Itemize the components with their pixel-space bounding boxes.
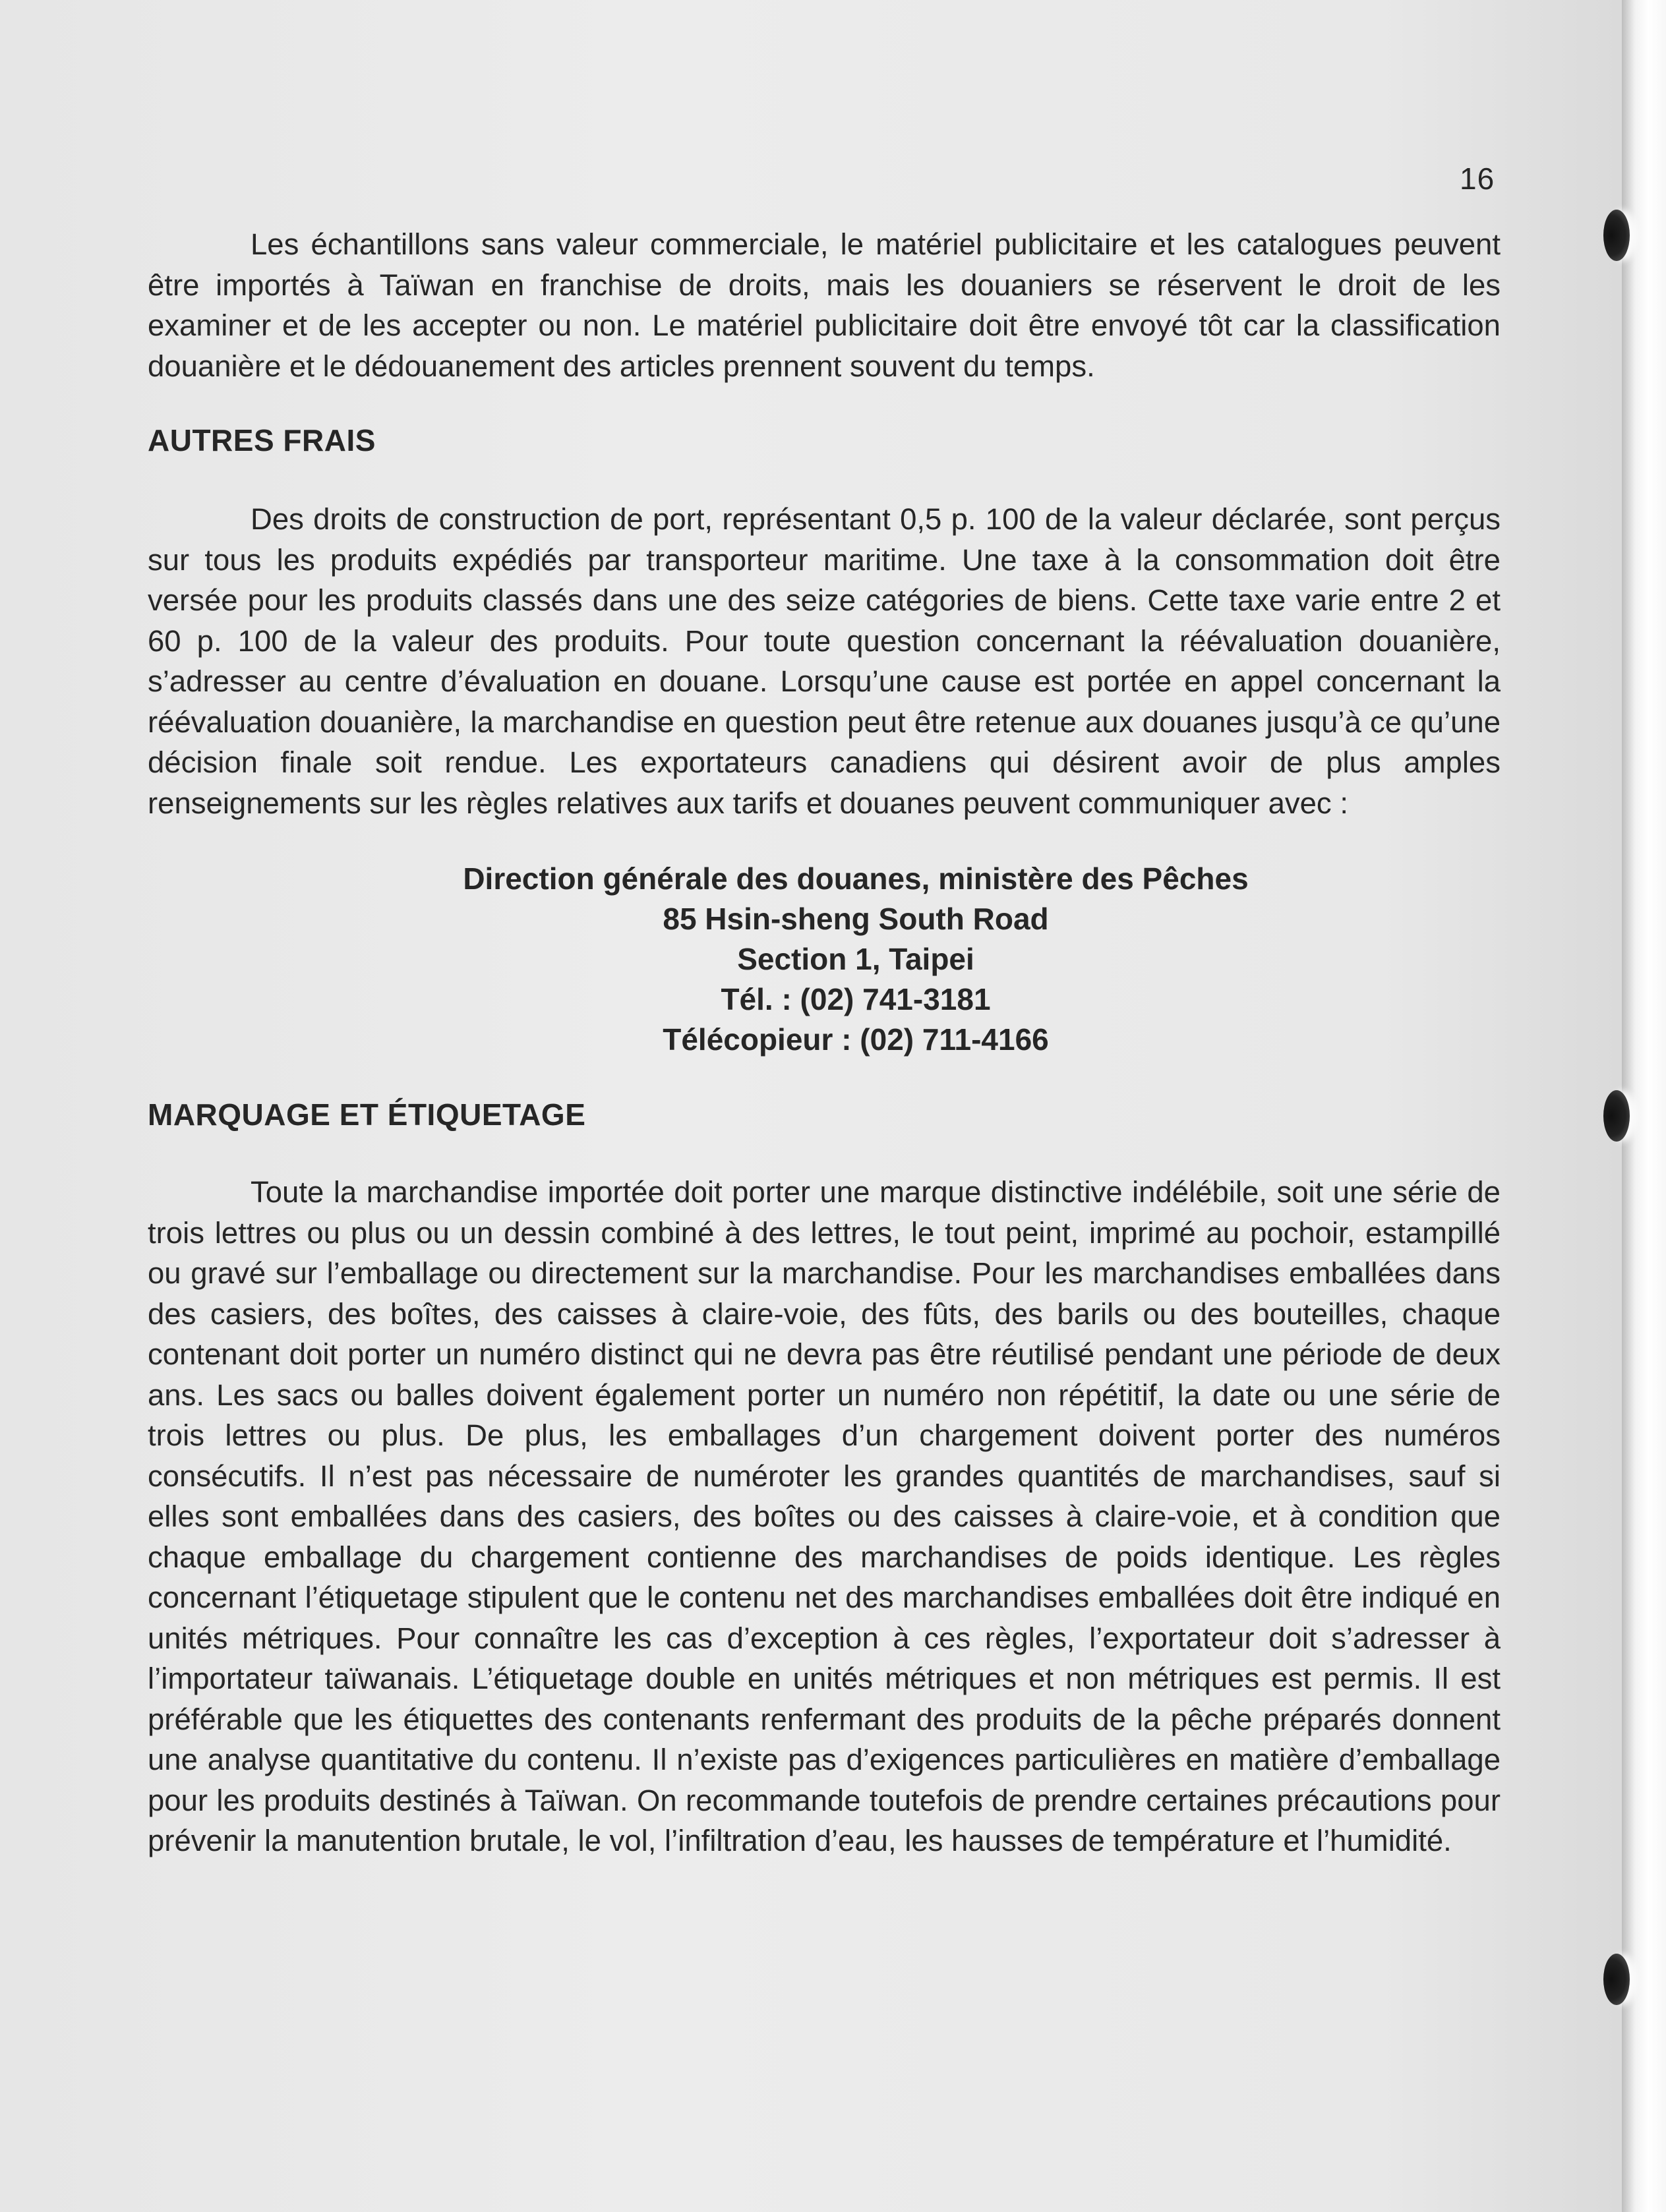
section-heading-marquage: MARQUAGE ET ÉTIQUETAGE xyxy=(148,1097,586,1132)
address-phone: Tél. : (02) 741-3181 xyxy=(721,982,991,1016)
section-heading-autres-frais: AUTRES FRAIS xyxy=(148,423,376,457)
autres-frais-paragraph: Des droits de construction de port, représentant 0,5 p. 100 de la valeur déclarée, sont perçus sur tous les produits expédiés par transporteur maritime. Une taxe à la consommation doit être versée pour les produits classés dans une des seize catégories de biens. Cette taxe varie entre 2 et 60 p. 100 de la valeur des produits. Pour toute question concernant la réévaluation douanière, s’adresser au centre d’évaluation en douane. Lorsqu’une cause est portée en appel concernant la réévaluation douanière, la marchandise en question peut être retenue aux douanes jusqu’à ce qu’une décision finale soit rendue. Les exportateurs canadiens qui désirent avoir de plus amples renseignements sur les règles relatives aux tarifs et douanes peuvent communiquer avec : xyxy=(148,502,1501,820)
address-city: Section 1, Taipei xyxy=(737,942,974,976)
binder-hole-top xyxy=(1603,210,1630,261)
binder-hole-middle xyxy=(1603,1090,1630,1142)
intro-paragraph: Les échantillons sans valeur commerciale, le matériel publicitaire et les catalogues peuvent être importés à Taïwan en franchise de droits, mais les douaniers se réservent le droit de les examiner et de les accepter ou non. Le matériel publicitaire doit être envoyé tôt car la classification douanière et le dédouanement des articles prennent souvent du temps. xyxy=(148,227,1501,383)
page-number: 16 xyxy=(1460,161,1495,196)
address-street: 85 Hsin-sheng South Road xyxy=(663,902,1049,936)
customs-address-block xyxy=(148,859,1501,1060)
binder-hole-bottom xyxy=(1603,1954,1630,2005)
marquage-paragraph: Toute la marchandise importée doit porter une marque distinctive indélébile, soit une série de trois lettres ou plus ou un dessin combiné à des lettres, le tout peint, imprimé au pochoir, estampillé ou gravé sur l’emballage ou directement sur la marchandise. Pour les marchandises emballées dans des casiers, des boîtes, des caisses à claire-voie, des fûts, des barils ou des bouteilles, chaque contenant doit porter un numéro distinct qui ne devra pas être réutilisé pendant une période de deux ans. Les sacs ou balles doivent également porter un numéro non répétitif, la date ou une série de trois lettres ou plus. De plus, les emballages d’un chargement doivent porter des numéros consécutifs. Il n’est pas nécessaire de numéroter les grandes quantités de marchandises, sauf si elles sont emballées dans des casiers, des boîtes ou des caisses à claire-voie, et à condition que chaque emballage du chargement contienne des marchandises de poids identique. Les règles concernant l’étiquetage stipulent que le contenu net des marchandises emballées doit être indiqué en unités métriques. Pour connaître les cas d’exception à ces règles, l’exportateur doit s’adresser à l’importateur taïwanais. L’étiquetage double en unités métriques et non métriques est permis. Il est préférable que les étiquettes des contenants renfermant des produits de la pêche préparés donnent une analyse quantitative du contenu. Il n’existe pas d’exigences particulières en matière d’emballage pour les produits destinés à Taïwan. On recommande toutefois de prendre certaines précautions pour prévenir la manutention brutale, le vol, l’infiltration d’eau, les hausses de température et l’humidité. xyxy=(148,1175,1501,1857)
address-organization: Direction générale des douanes, ministère des Pêches xyxy=(463,861,1249,896)
address-fax: Télécopieur : (02) 711-4166 xyxy=(663,1022,1049,1057)
document-body xyxy=(148,224,1501,1861)
